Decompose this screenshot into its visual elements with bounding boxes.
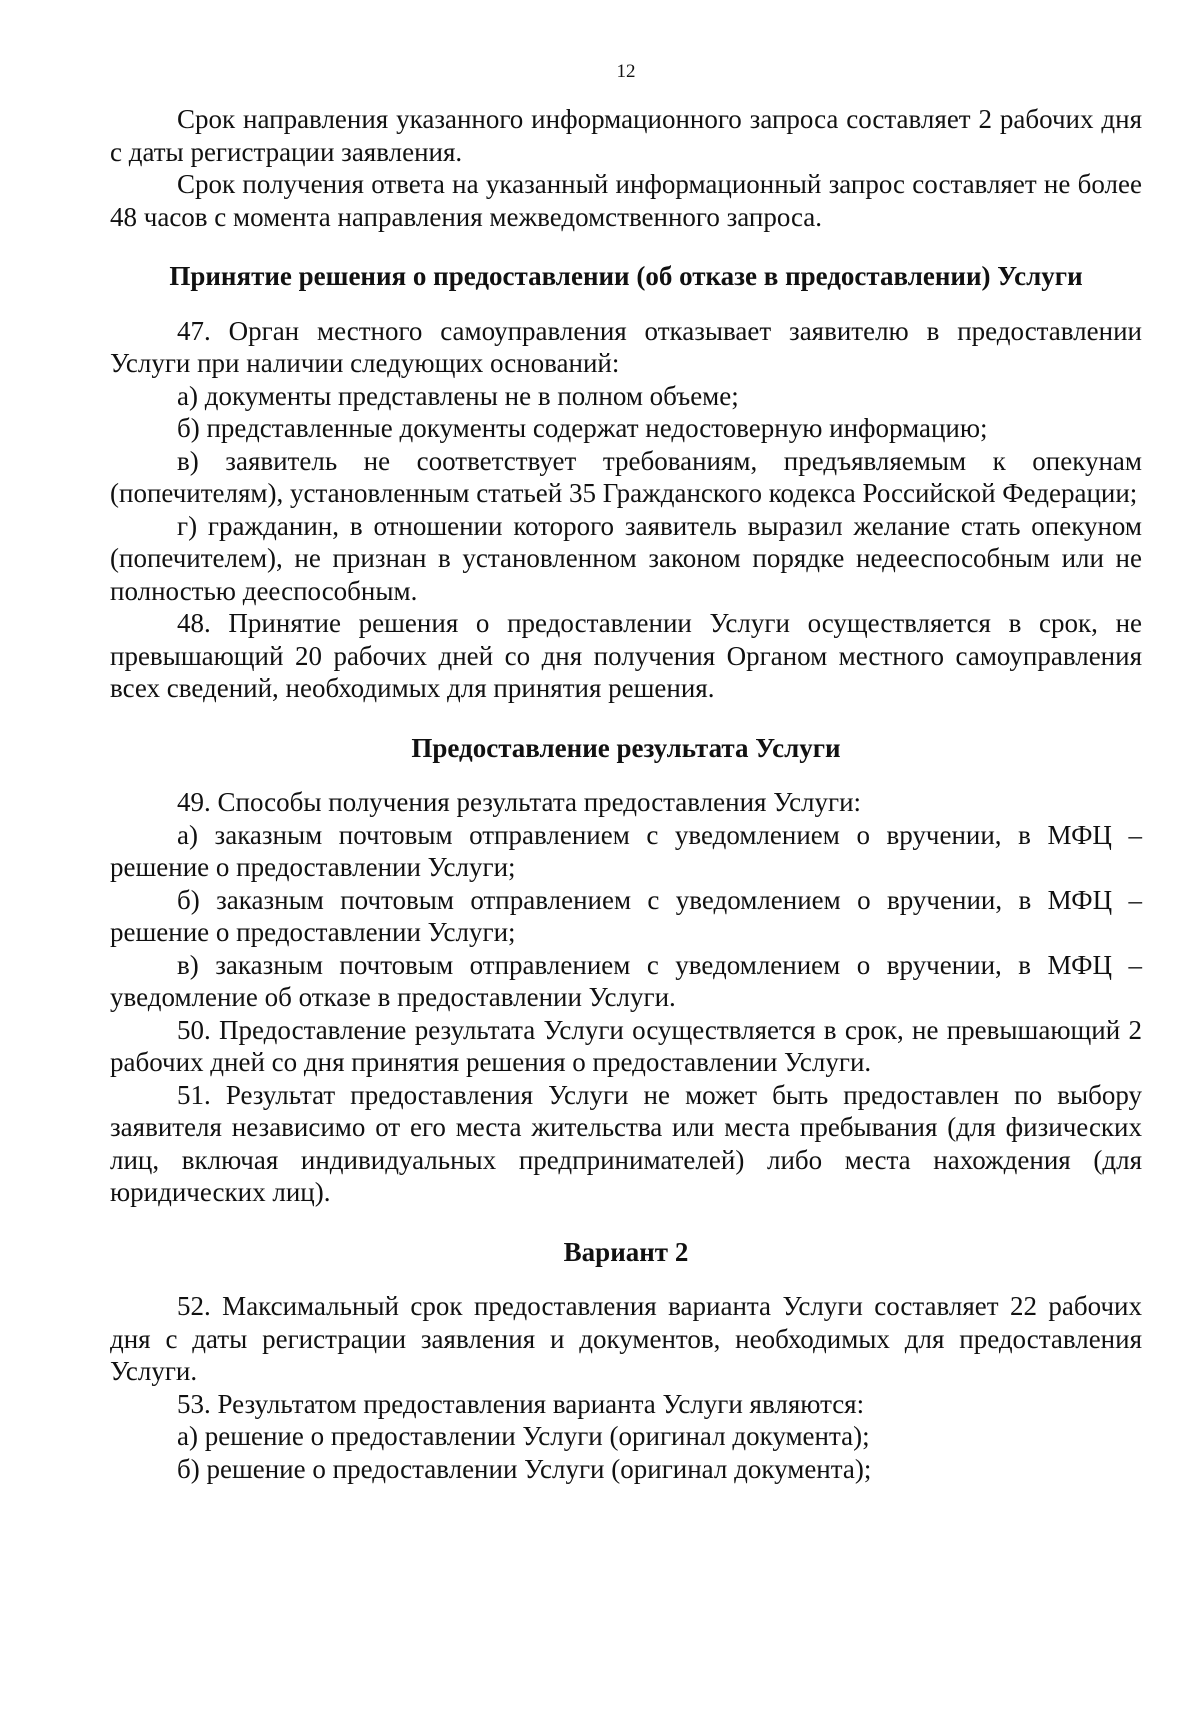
section-heading: Предоставление результата Услуги	[411, 732, 841, 763]
paragraph: а) документы представлены не в полном объеме;	[177, 380, 739, 411]
paragraph: г) гражданин, в отношении которого заявитель выразил желание стать опекуном (попечителем), не признан в установленном законом порядке недееспособным или не полностью дееспособным.	[110, 510, 1142, 606]
section-intro	[110, 103, 1142, 233]
section-result	[110, 732, 1142, 1209]
section-decision	[110, 260, 1142, 705]
paragraph: в) заявитель не соответствует требованиям, предъявляемым к опекунам (попечителям), установленным статьей 35 Гражданского кодекса Российской Федерации;	[110, 445, 1142, 508]
paragraph: а) решение о предоставлении Услуги (оригинал документа);	[177, 1421, 870, 1451]
paragraph: Срок направления указанного информационного запроса составляет 2 рабочих дня с даты регистрации заявления.	[110, 104, 1142, 167]
paragraph: 47. Орган местного самоуправления отказывает заявителю в предоставлении Услуги при наличии следующих оснований:	[110, 315, 1142, 378]
section-heading: Принятие решения о предоставлении (об отказе в предоставлении) Услуги	[169, 261, 1083, 291]
section-heading: Вариант 2	[563, 1236, 689, 1267]
paragraph: 53. Результатом предоставления варианта Услуги являются:	[177, 1388, 865, 1419]
paragraph: 51. Результат предоставления Услуги не может быть предоставлен по выбору заявителя независимо от его места жительства или места пребывания (для физических лиц, включая индивидуальных предпринимателей) либо места нахождения (для юридических лиц).	[110, 1079, 1142, 1207]
paragraph: 48. Принятие решения о предоставлении Услуги осуществляется в срок, не превышающий 20 рабочих дней со дня получения Органом местного самоуправления всех сведений, необходимых для принятия решения.	[110, 608, 1142, 703]
paragraph: б) решение о предоставлении Услуги (оригинал документа);	[177, 1453, 872, 1484]
paragraph: 52. Максимальный срок предоставления варианта Услуги составляет 22 рабочих дня с даты регистрации заявления и документов, необходимых для предоставления Услуги.	[110, 1291, 1142, 1386]
section-variant-2	[110, 1236, 1142, 1486]
paragraph: б) представленные документы содержат недостоверную информацию;	[177, 413, 988, 443]
page-number: 12	[616, 61, 636, 82]
paragraph: в) заказным почтовым отправлением с уведомлением о вручении, в МФЦ – уведомление об отказе в предоставлении Услуги.	[110, 949, 1142, 1012]
paragraph: а) заказным почтовым отправлением с уведомлением о вручении, в МФЦ – решение о предоставлении Услуги;	[110, 819, 1142, 882]
paragraph: 49. Способы получения результата предоставления Услуги:	[177, 787, 862, 817]
paragraph: 50. Предоставление результата Услуги осуществляется в срок, не превышающий 2 рабочих дней со дня принятия решения о предоставлении Услуги.	[110, 1014, 1142, 1077]
paragraph: Срок получения ответа на указанный информационный запрос составляет не более 48 часов с момента направления межведомственного запроса.	[110, 169, 1142, 232]
paragraph: б) заказным почтовым отправлением с уведомлением о вручении, в МФЦ – решение о предоставлении Услуги;	[110, 884, 1142, 947]
